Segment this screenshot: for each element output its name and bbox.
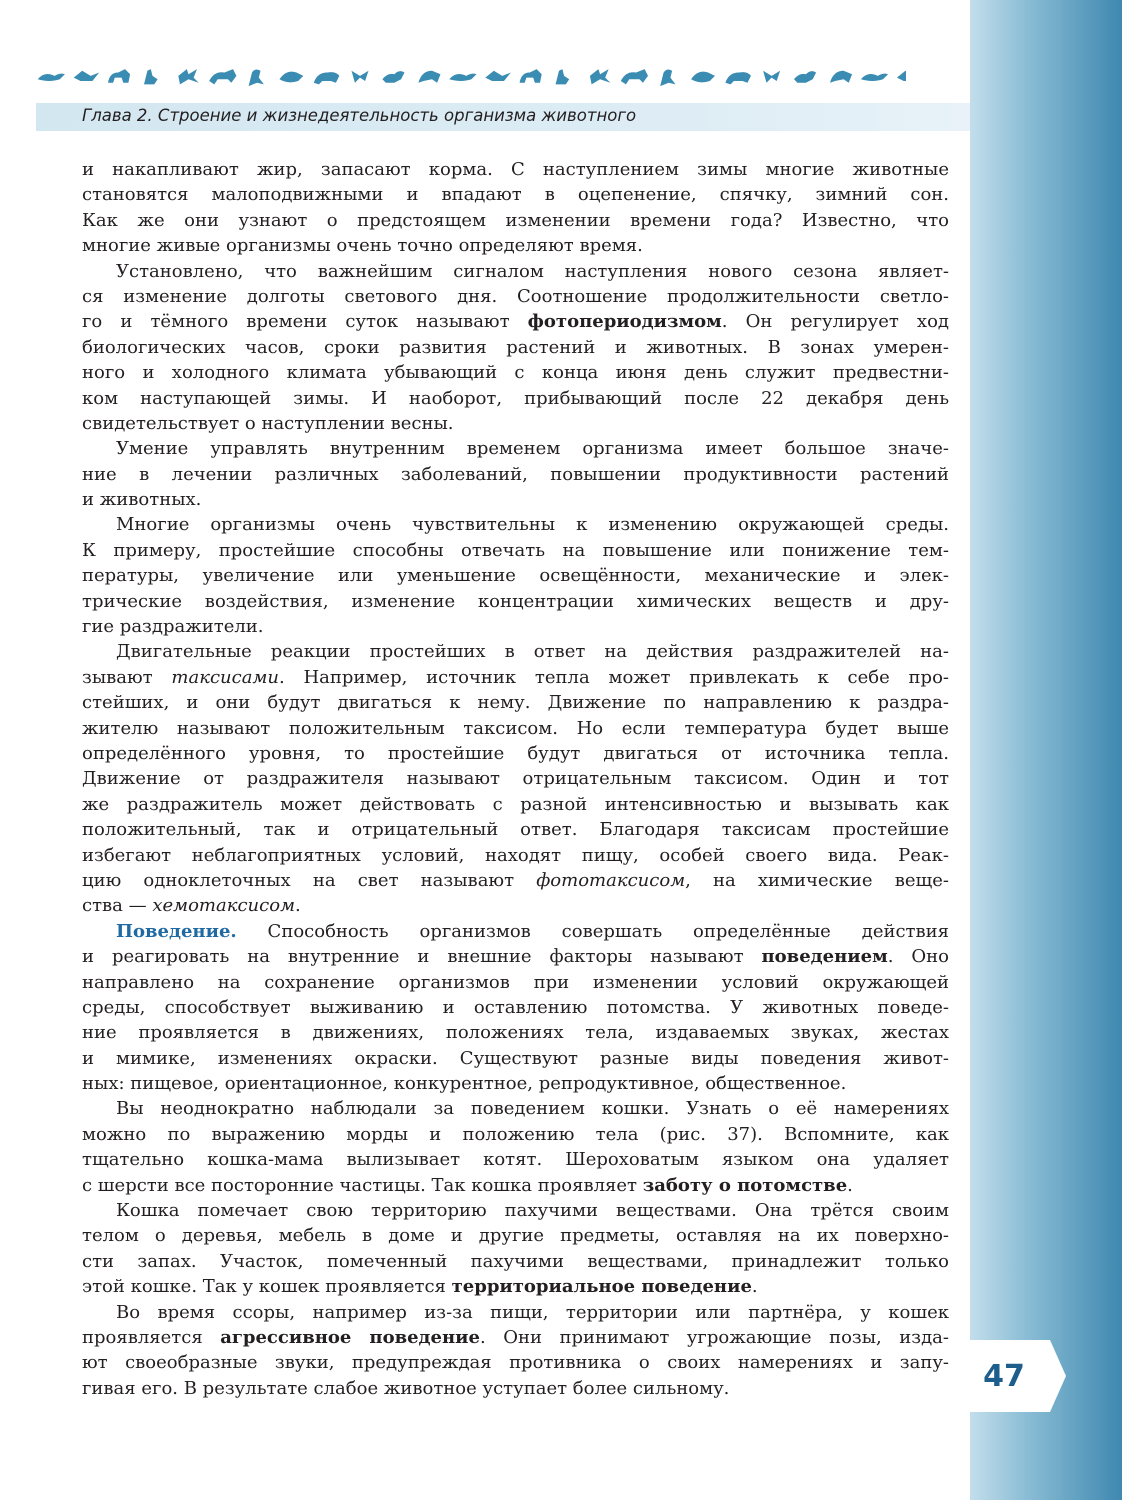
text-run: и накапливают жир, запасают корма. С наступлением зимы многие животные (82, 159, 949, 180)
text-run: го и тёмного времени суток называют (82, 311, 528, 333)
text-run: . Он регулирует ход (721, 311, 949, 333)
text-run: можно по выражению морды и положению тела (рис. 37). Вспомните, как (82, 1123, 949, 1145)
animal-silhouette-icon (830, 71, 852, 83)
animal-silhouette-icon (144, 69, 158, 84)
section-heading: Поведение. (116, 920, 237, 942)
text-run: сти запах. Участок, помеченный пахучими веществами, принадлежит только (82, 1250, 949, 1272)
text-line (82, 1147, 949, 1172)
animal-silhouette-icon (691, 72, 715, 83)
text-run: трические воздействия, изменение концентрации химических веществ и дру- (82, 590, 949, 612)
animal-silhouette-icon (660, 69, 675, 86)
text-line (82, 1122, 949, 1147)
text-line (82, 309, 949, 334)
text-line (82, 1249, 949, 1274)
text-line (82, 157, 949, 182)
chapter-header-band (36, 103, 970, 131)
text-run: . (847, 1174, 853, 1196)
text-line (82, 538, 949, 563)
text-line (82, 639, 949, 664)
text-line (82, 233, 949, 258)
text-run: многие живые организмы очень точно определяют время. (82, 235, 643, 257)
text-run: Как же они узнают о предстоящем изменении времени года? Известно, что (82, 209, 949, 231)
text-run: Способность организмов совершать определённые действия (236, 920, 949, 942)
text-run: среды, способствует выживанию и оставлению потомства. У животных поведе- (82, 996, 949, 1018)
animal-silhouette-icon (590, 69, 610, 84)
text-run: ком наступающей зимы. И наоборот, прибывающий после 22 декабря день (82, 387, 949, 409)
text-line (82, 614, 949, 639)
text-line (82, 766, 949, 791)
text-run: . (751, 1276, 758, 1298)
key-term: заботу о потомстве (642, 1174, 848, 1196)
text-line (82, 1376, 949, 1401)
text-run: Многие организмы очень чувствительны к изменению окружающей среды. (116, 514, 949, 536)
text-run: тщательно кошка-мама вылизывает котят. Шероховатым языком она удаляет (82, 1149, 949, 1171)
text-run: . Оно (887, 946, 949, 968)
text-run: Умение управлять внутренним временем организма имеет большое значе- (116, 438, 949, 460)
text-run: зывают (82, 666, 172, 688)
animal-silhouette-icon (520, 69, 542, 83)
text-line (82, 360, 949, 385)
text-run: ют своеобразные звуки, предупреждая противника о своих намерениях и запу- (82, 1352, 949, 1374)
animal-silhouette-icon (418, 71, 440, 83)
key-term: агрессивное поведение (220, 1326, 480, 1348)
chapter-title: Глава 2. Строение и жизнедеятельность организма животного (82, 106, 637, 125)
text-run: телом о деревья, мебель в доме и другие предметы, оставляя на их поверхно- (82, 1225, 949, 1247)
text-run: . (295, 895, 301, 917)
text-line (82, 741, 949, 766)
text-run: свидетельствует о наступлении весны. (82, 412, 454, 434)
text-line (82, 563, 949, 588)
text-line (82, 995, 949, 1020)
animal-silhouette-icon (763, 71, 780, 83)
animal-silhouette-icon (485, 71, 511, 81)
text-line (82, 843, 949, 868)
page-number: 47 (983, 1358, 1025, 1394)
text-line (82, 1096, 949, 1121)
text-line (82, 817, 949, 842)
animal-silhouette-icon (74, 71, 100, 81)
page-text (82, 157, 949, 1401)
text-line (82, 462, 949, 487)
text-run: . Например, источник тепла может привлекать к себе про- (278, 666, 949, 688)
animal-silhouette-icon (209, 69, 236, 84)
right-margin-band (970, 0, 1122, 1500)
text-line (82, 1046, 949, 1071)
animal-silhouette-icon (621, 69, 648, 84)
text-line (82, 970, 949, 995)
text-line (82, 1325, 949, 1350)
text-run: биологических часов, сроки развития растений и животных. В зонах умерен- (82, 336, 949, 358)
text-line (82, 716, 949, 741)
animal-silhouette-icon (382, 71, 404, 83)
text-run: Двигательные реакции простейших в ответ на действия раздражителей на- (116, 641, 949, 663)
text-line (82, 1350, 949, 1375)
text-run: избегают неблагоприятных условий, находят пищу, особей своего вида. Реак- (82, 844, 949, 866)
text-run: положительный, так и отрицательный ответ. Благодаря таксисам простейшие (82, 819, 949, 841)
text-line (82, 208, 949, 233)
text-line (82, 1020, 949, 1045)
text-run: Кошка помечает свою территорию пахучими веществами. Она трётся своим (116, 1200, 949, 1222)
text-line (82, 182, 949, 207)
text-run: определённого уровня, то простейшие будут двигаться от источника тепла. (82, 742, 949, 764)
text-run: гие раздражители. (82, 616, 264, 638)
text-run: ного и холодного климата убывающий с конца июня день служит предвестни- (82, 362, 949, 384)
text-run: и реагировать на внутренние и внешние факторы называют (82, 946, 762, 968)
italic-term: фототаксисом (536, 869, 686, 891)
text-line (82, 1198, 949, 1223)
text-line (82, 1274, 949, 1299)
text-line (82, 665, 949, 690)
page-number-tab (950, 1340, 1066, 1412)
text-run: ние в лечении различных заболеваний, повышении продуктивности растений (82, 463, 949, 485)
text-line (82, 1071, 949, 1096)
text-line (82, 259, 949, 284)
text-run: Вы неоднократно наблюдали за поведением кошки. Узнать о её намерениях (116, 1098, 949, 1120)
animal-silhouette-icon (352, 71, 369, 83)
italic-term: таксисами (171, 666, 279, 688)
text-run: пературы, увеличение или уменьшение освещённости, механические и элек- (82, 565, 949, 587)
animal-silhouette-icon (897, 71, 906, 81)
text-run: ства — (82, 895, 153, 917)
animal-silhouettes-decoration (36, 64, 906, 94)
text-run: . Они принимают угрожающие позы, изда- (479, 1326, 949, 1348)
text-line (82, 284, 949, 309)
animal-silhouette-icon (449, 74, 476, 81)
text-run: и животных. (82, 489, 202, 511)
text-run: стейших, и они будут двигаться к нему. Движение по направлению к раздра- (82, 692, 949, 714)
text-run: жителю называют положительным таксисом. Но если температура будет выше (82, 717, 949, 739)
text-run: гивая его. В результате слабое животное уступает более сильному. (82, 1377, 730, 1399)
animal-silhouette-icon (249, 69, 264, 86)
text-run: ных: пищевое, ориентационное, конкурентное, репродуктивное, общественное. (82, 1073, 847, 1095)
text-run: Движение от раздражителя называют отрицательным таксисом. Один и тот (82, 768, 949, 790)
text-line (82, 792, 949, 817)
animal-silhouette-icon (725, 72, 751, 84)
animal-silhouette-icon (861, 74, 888, 81)
text-run: и мимике, изменениях окраски. Существуют разные виды поведения живот- (82, 1047, 949, 1069)
text-run: этой кошке. Так у кошек проявляется (82, 1276, 452, 1298)
key-term: поведением (761, 946, 888, 968)
text-run: Во время ссоры, например из-за пищи, территории или партнёра, у кошек (116, 1301, 949, 1323)
text-line (82, 1173, 949, 1198)
text-run: направлено на сохранение организмов при изменении условий окружающей (82, 971, 949, 993)
text-run: , на химические веще- (685, 869, 949, 891)
text-run: же раздражитель может действовать с разной интенсивностью и вызывать как (82, 793, 949, 815)
text-run: Установлено, что важнейшим сигналом наступления нового сезона являет- (116, 260, 949, 282)
text-line (82, 919, 949, 944)
animal-silhouette-icon (314, 72, 340, 84)
text-line (82, 944, 949, 969)
animal-silhouette-icon (38, 74, 65, 81)
text-run: ся изменение долготы светового дня. Соотношение продолжительности светло- (82, 285, 949, 307)
text-run: проявляется (82, 1326, 221, 1348)
animal-silhouette-icon (794, 71, 816, 83)
text-line (82, 487, 949, 512)
key-term: территориальное поведение (451, 1276, 752, 1298)
text-line (82, 1223, 949, 1248)
animal-silhouette-icon (108, 69, 130, 83)
text-line (82, 411, 949, 436)
text-line (82, 893, 949, 918)
text-run: с шерсти все посторонние частицы. Так кошка проявляет (82, 1174, 643, 1196)
animal-silhouette-icon (280, 72, 304, 83)
text-line (82, 335, 949, 360)
italic-term: хемотаксисом (152, 895, 295, 917)
animal-silhouette-icon (556, 69, 570, 84)
text-run: К примеру, простейшие способны отвечать на повышение или понижение тем- (82, 539, 949, 561)
text-run: ние проявляется в движениях, положениях тела, издаваемых звуках, жестах (82, 1022, 949, 1044)
text-run: цию одноклеточных на свет называют (82, 869, 537, 891)
animal-silhouette-icon (178, 69, 198, 84)
key-term: фотопериодизмом (527, 311, 722, 333)
text-run: становятся малоподвижными и впадают в оцепенение, спячку, зимний сон. (82, 184, 949, 206)
text-line (82, 589, 949, 614)
text-line (82, 690, 949, 715)
text-line (82, 868, 949, 893)
text-line (82, 436, 949, 461)
text-line (82, 1300, 949, 1325)
text-line (82, 386, 949, 411)
text-line (82, 512, 949, 537)
